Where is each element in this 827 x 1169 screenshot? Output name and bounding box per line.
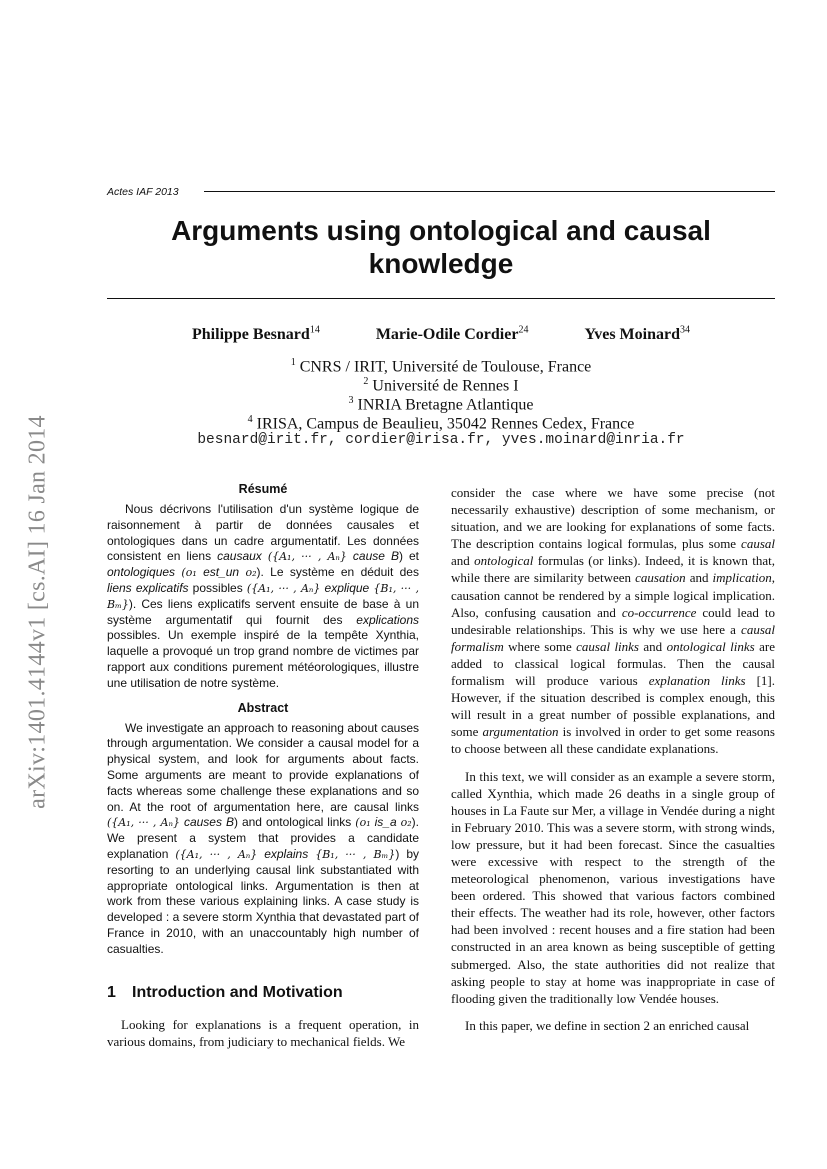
title-rule xyxy=(107,298,775,299)
author: Marie-Odile Cordier$^{24}$ xyxy=(375,325,529,344)
section-heading: 1 Introduction and Motivation xyxy=(107,983,343,1001)
right-column xyxy=(451,484,775,1034)
author-emails: besnard@irit.fr, cordier@irisa.fr, yves.moinard@inria.fr xyxy=(197,432,685,448)
affiliation: $^1$ CNRS / IRIT, Université de Toulouse, France xyxy=(290,357,592,376)
arxiv-stamp: arXiv:1401.4144v1 [cs.AI] 16 Jan 2014 xyxy=(24,415,51,809)
affiliation: $^3$ INRIA Bretagne Atlantique xyxy=(348,395,534,414)
intro-paragraph: Looking for explanations is a frequent operation, in various domains, from judiciary to mechanical fields. We xyxy=(107,1016,419,1049)
author: Yves Moinard$^{34}$ xyxy=(584,325,690,344)
author-list xyxy=(107,325,775,344)
affiliation: $^4$ IRISA, Campus de Beaulieu, 35042 Rennes Cedex, France xyxy=(247,414,635,433)
abstract-paragraph: We investigate an approach to reasoning about causes through argumentation. We consider a causal model for a physical system, and look for arguments about facts. Some arguments are meant to provide explanations of facts whereas some challenge these explanations and so on. At the root of argumentation here, are causal links ({A₁, ··· , Aₙ} causes B) and ontological links (o₁ is_a o₂). We present a system that provides a candidate explanation ({A₁, ··· , Aₙ} explains {B₁, ··· , Bₘ}) by resorting to an underlying causal link substantiated with appropriate ontological links. Argumentation is then at work from these various explaining links. A case study is developed : a severe storm Xynthia that devastated part of France in 2010, with an unaccountably high number of casualties. xyxy=(107,720,420,956)
outline-paragraph: In this paper, we define in section 2 an enriched causal xyxy=(465,1017,750,1033)
resume-paragraph: Nous décrivons l'utilisation d'un système logique de raisonnement à partir de données causales et ontologiques dans un cadre argumentatif. Les données consistent en liens causaux ({A₁, ··· , Aₙ} cause B) et ontologiques (o₁ est_un o₂). Le système en déduit des liens explicatifs possibles ({A₁, ··· , Aₙ} explique {B₁, ··· , Bₘ}). Ces liens explicatifs servent ensuite de base à un système argumentatif qui fournit des explications possibles. Un exemple inspiré de la tempête Xynthia, laquelle a provoqué un trop grand nombre de victimes par rapport aux conditions purement météorologiques, illustre une utilisation de notre système. xyxy=(107,502,419,690)
intro-paragraph-continued: consider the case where we have some precise (not necessarily exhaustive) description of some mechanism, or situation, and we are looking for explanations of some facts. The description contains logical formulas, plus some causal and ontological formulas (or links). Indeed, it is known that, while there are similarity between causation and implication, causation cannot be rendered by a simple logical implication. Also, confusing causation and co-occurrence could lead to undesirable relationships. This is why we use here a causal formalism where some causal links and ontological links are added to classical logical formulas. Then the causal formalism will produce various explanation links [1]. However, if the situation described is complex enough, this will result in a great number of possible explanations, and some argumentation is involved in order to get some reasons to choose between all these candidate explanations. xyxy=(451,485,775,757)
affiliation: $^2$ Université de Rennes I xyxy=(363,376,519,395)
proceedings-tag: Actes IAF 2013 xyxy=(107,186,179,198)
abstract-heading: Abstract xyxy=(237,700,289,715)
author: Philippe Besnard$^{14}$ xyxy=(192,325,320,344)
header-rule xyxy=(204,191,775,192)
left-column xyxy=(107,482,419,1050)
xynthia-paragraph: In this text, we will consider as an example a severe storm, called Xynthia, which made 26 deaths in a single group of houses in La Faute sur Mer, a village in Vendée during a night in February 2010. This was a severe storm, with strong winds, low pressure, but it had been forecast. Since the casualties were excessive with respect to the strength of the meteorological phenomenon, various investigations have been ordered. This showed that various factors combined their effects. The weather had its role, however, other factors had been involved : recent houses and a fire station had been constructed in an area known as being susceptible of getting submerged. Also, the state authorities did not realize that asking people to stay at home was inappropriate in case of flooding given the traditionally low Vendée houses. xyxy=(451,768,775,1006)
resume-heading: Résumé xyxy=(238,482,288,496)
paper-title: Arguments using ontological and causal knowledge xyxy=(171,215,711,279)
